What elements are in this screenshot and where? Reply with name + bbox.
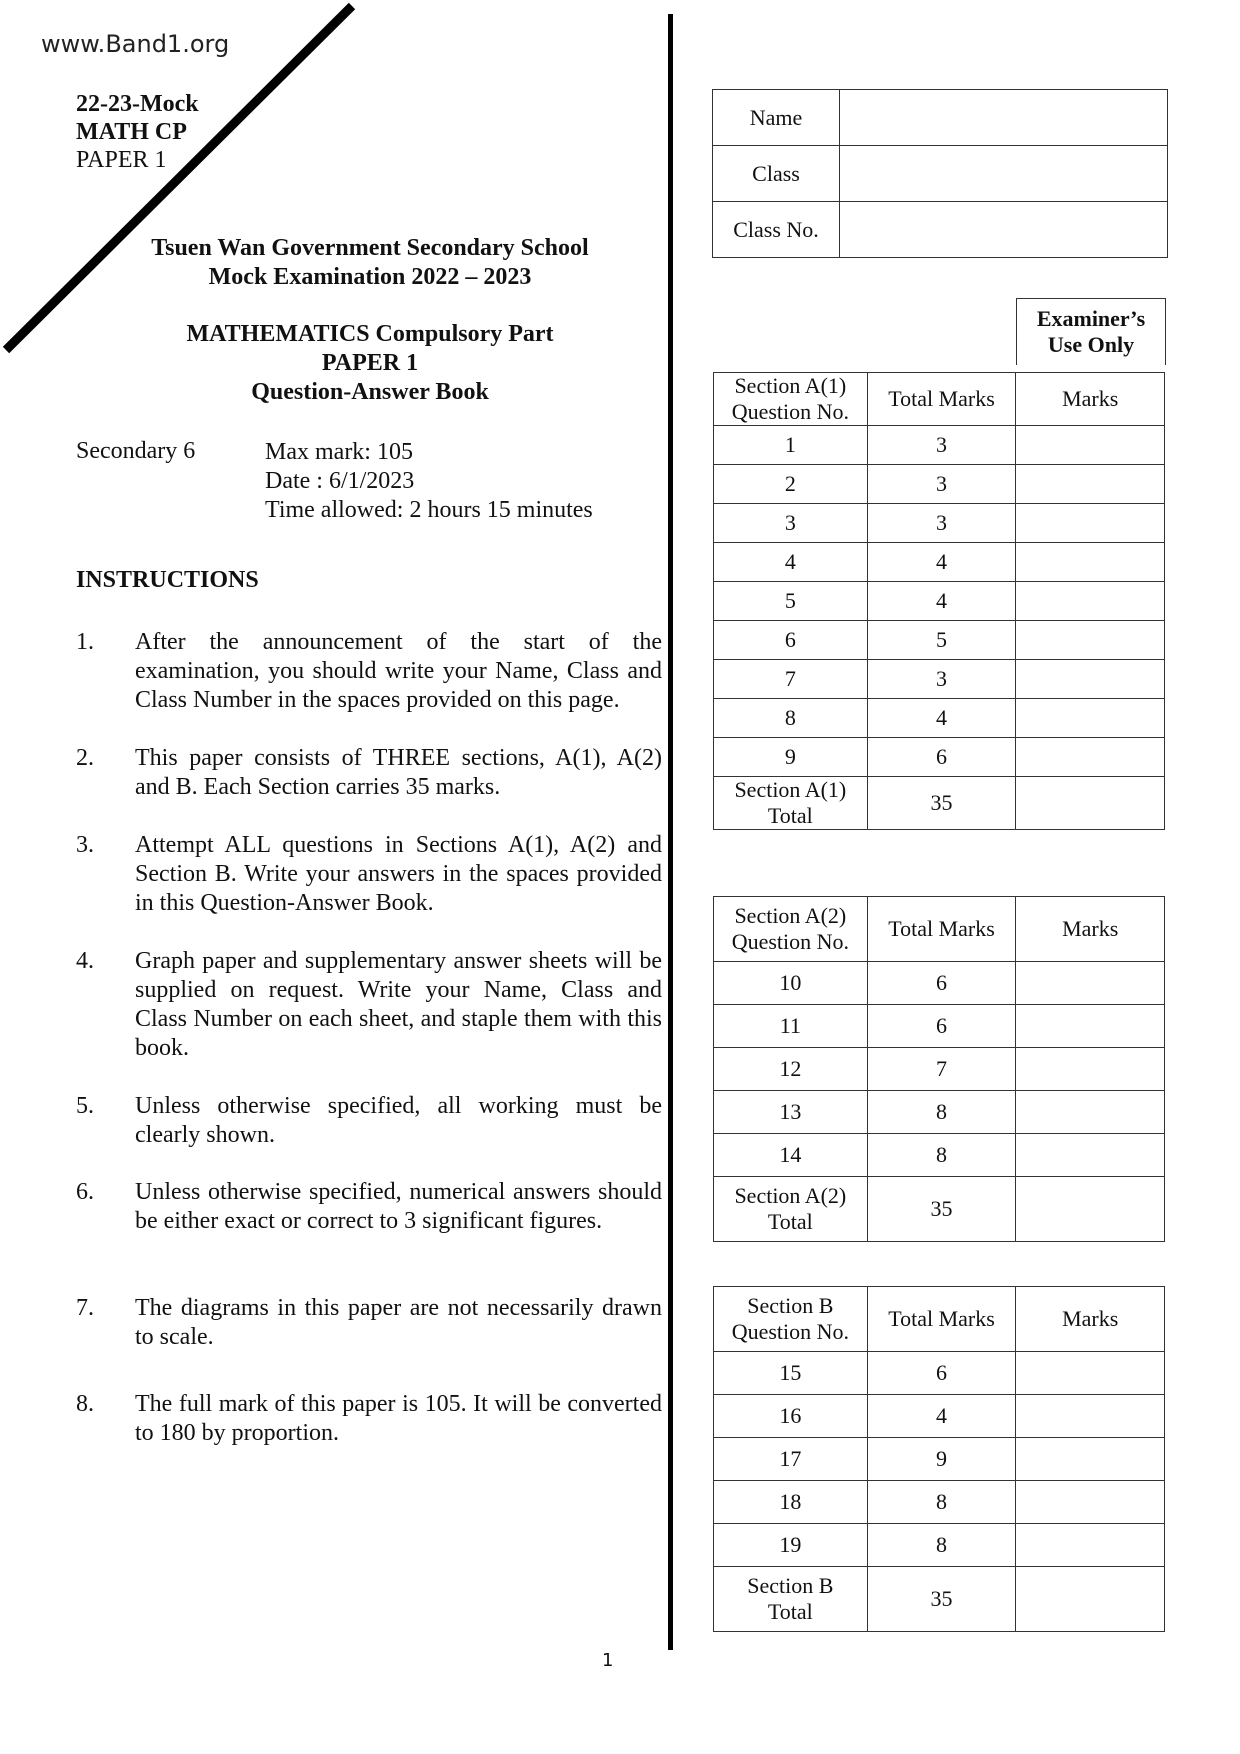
total-marks: 3	[867, 465, 1016, 504]
exam-name: Mock Examination 2022 – 2023	[208, 264, 532, 290]
table-row	[714, 1134, 1165, 1177]
exam-meta	[265, 438, 593, 525]
total-marks: 3	[867, 426, 1016, 465]
class-label: Class	[713, 146, 840, 202]
section-total-line1: Section A(1)	[734, 777, 847, 802]
total-marks: 6	[867, 1005, 1016, 1048]
total-marks-header: Total Marks	[867, 1287, 1016, 1352]
section-total-line1: Section B	[747, 1573, 834, 1598]
section-total-row	[714, 1177, 1165, 1242]
section-total-marks-cell[interactable]	[1016, 1177, 1165, 1242]
section-total-label	[714, 1177, 868, 1242]
question-number: 16	[714, 1395, 868, 1438]
question-no-header	[714, 897, 868, 962]
marks-header: Marks	[1016, 897, 1165, 962]
marks-cell[interactable]	[1016, 465, 1165, 504]
total-marks: 4	[867, 1395, 1016, 1438]
school-name: Tsuen Wan Government Secondary School	[151, 235, 589, 261]
section-label: Section A(1)	[734, 373, 847, 398]
marks-header: Marks	[1016, 373, 1165, 426]
table-row	[714, 699, 1165, 738]
subject-title: MATHEMATICS Compulsory Part	[186, 321, 554, 347]
question-number: 17	[714, 1438, 868, 1481]
student-info-table	[712, 89, 1168, 258]
section-total-label	[714, 777, 868, 830]
marks-cell[interactable]	[1016, 1352, 1165, 1395]
instruction-item	[76, 1178, 662, 1236]
level: Secondary 6	[76, 438, 196, 464]
table-row	[714, 1091, 1165, 1134]
question-number: 3	[714, 504, 868, 543]
total-marks: 8	[867, 1134, 1016, 1177]
section-a2-table	[713, 896, 1165, 1242]
table-header-row	[714, 897, 1165, 962]
section-label: Section B	[747, 1293, 834, 1318]
question-number: 5	[714, 582, 868, 621]
marks-cell[interactable]	[1016, 1134, 1165, 1177]
instruction-number: 1.	[76, 629, 94, 655]
table-row	[714, 1524, 1165, 1567]
question-number: 11	[714, 1005, 868, 1048]
table-header-row	[714, 373, 1165, 426]
section-a1-table	[713, 372, 1165, 830]
question-no-header	[714, 1287, 868, 1352]
total-marks: 7	[867, 1048, 1016, 1091]
instruction-item	[76, 744, 662, 802]
instruction-number: 3.	[76, 832, 94, 858]
question-number: 9	[714, 738, 868, 777]
class-no-row	[713, 202, 1168, 258]
marks-cell[interactable]	[1016, 582, 1165, 621]
total-marks: 8	[867, 1524, 1016, 1567]
table-row	[714, 582, 1165, 621]
instruction-number: 4.	[76, 948, 94, 974]
marks-cell[interactable]	[1016, 1005, 1165, 1048]
section-total-line2: Total	[767, 1209, 813, 1234]
marks-cell[interactable]	[1016, 660, 1165, 699]
instruction-item	[76, 947, 662, 1063]
instruction-text: This paper consists of THREE sections, A(1), A(2) and B. Each Section carries 35 marks.	[135, 745, 662, 800]
class-row	[713, 146, 1168, 202]
instruction-text: After the announcement of the start of the examination, you should write your Name, Class and Class Number in the spaces provided on this page.	[135, 629, 662, 713]
marks-cell[interactable]	[1016, 426, 1165, 465]
marks-cell[interactable]	[1016, 1048, 1165, 1091]
watermark: www.Band1.org	[41, 30, 230, 58]
instruction-text: The diagrams in this paper are not necessarily drawn to scale.	[135, 1295, 662, 1350]
subject-paper: PAPER 1	[321, 350, 419, 376]
total-marks: 4	[867, 543, 1016, 582]
question-number: 12	[714, 1048, 868, 1091]
table-header-row	[714, 1287, 1165, 1352]
instruction-item	[76, 1092, 662, 1150]
table-row	[714, 962, 1165, 1005]
page-number: 1	[602, 1650, 614, 1671]
examiners-use-only-header: Examiner’s Use Only	[1016, 298, 1166, 365]
instruction-number: 2.	[76, 745, 94, 771]
max-mark: Max mark: 105	[265, 439, 413, 465]
question-number: 15	[714, 1352, 868, 1395]
marks-cell[interactable]	[1016, 1524, 1165, 1567]
exam-date: Date : 6/1/2023	[265, 468, 415, 494]
question-number: 1	[714, 426, 868, 465]
diagonal-stripe	[0, 0, 400, 360]
paper-code-subject: MATH CP	[76, 119, 187, 145]
question-no-label: Question No.	[731, 929, 850, 954]
name-field[interactable]	[840, 90, 1168, 146]
paper-code-paper: PAPER 1	[76, 147, 167, 173]
name-row	[713, 90, 1168, 146]
question-number: 2	[714, 465, 868, 504]
table-row	[714, 1352, 1165, 1395]
total-marks: 3	[867, 504, 1016, 543]
marks-cell[interactable]	[1016, 1481, 1165, 1524]
subject-header	[80, 320, 660, 407]
section-total-marks: 35	[867, 1567, 1016, 1632]
question-number: 10	[714, 962, 868, 1005]
total-marks: 8	[867, 1481, 1016, 1524]
section-total-label	[714, 1567, 868, 1632]
question-number: 13	[714, 1091, 868, 1134]
instruction-number: 5.	[76, 1093, 94, 1119]
instructions-title: INSTRUCTIONS	[76, 567, 259, 593]
section-total-marks: 35	[867, 1177, 1016, 1242]
question-number: 19	[714, 1524, 868, 1567]
question-no-label: Question No.	[731, 399, 850, 424]
marks-cell[interactable]	[1016, 504, 1165, 543]
question-number: 14	[714, 1134, 868, 1177]
total-marks: 6	[867, 962, 1016, 1005]
total-marks: 8	[867, 1091, 1016, 1134]
table-row	[714, 621, 1165, 660]
table-row	[714, 738, 1165, 777]
subject-book: Question-Answer Book	[251, 379, 489, 405]
name-label: Name	[713, 90, 840, 146]
question-number: 4	[714, 543, 868, 582]
marks-header: Marks	[1016, 1287, 1165, 1352]
total-marks: 6	[867, 738, 1016, 777]
total-marks-header: Total Marks	[867, 897, 1016, 962]
section-total-line2: Total	[767, 1599, 813, 1624]
section-b-table	[713, 1286, 1165, 1632]
marks-cell[interactable]	[1016, 1395, 1165, 1438]
total-marks: 9	[867, 1438, 1016, 1481]
section-total-marks-cell[interactable]	[1016, 1567, 1165, 1632]
paper-code	[76, 90, 199, 174]
total-marks: 5	[867, 621, 1016, 660]
total-marks: 4	[867, 582, 1016, 621]
marks-cell[interactable]	[1016, 962, 1165, 1005]
table-row	[714, 1438, 1165, 1481]
instruction-text: Unless otherwise specified, all working must be clearly shown.	[135, 1093, 662, 1148]
section-total-row	[714, 777, 1165, 830]
total-marks-header: Total Marks	[867, 373, 1016, 426]
question-number: 7	[714, 660, 868, 699]
table-row	[714, 426, 1165, 465]
section-total-line1: Section A(2)	[734, 1183, 847, 1208]
question-number: 6	[714, 621, 868, 660]
class-no-label: Class No.	[713, 202, 840, 258]
table-row	[714, 465, 1165, 504]
instruction-text: Graph paper and supplementary answer sheets will be supplied on request. Write your Name, Class and Class Number on each sheet, and staple them with this book.	[135, 948, 662, 1061]
instruction-text: Unless otherwise specified, numerical answers should be either exact or correct to 3 significant figures.	[135, 1179, 662, 1234]
marks-cell[interactable]	[1016, 1438, 1165, 1481]
instruction-text: The full mark of this paper is 105. It will be converted to 180 by proportion.	[135, 1391, 662, 1446]
question-no-label: Question No.	[731, 1319, 850, 1344]
section-total-marks: 35	[867, 777, 1016, 830]
marks-cell[interactable]	[1016, 621, 1165, 660]
question-number: 8	[714, 699, 868, 738]
table-row	[714, 1005, 1165, 1048]
class-field[interactable]	[840, 146, 1168, 202]
section-total-row	[714, 1567, 1165, 1632]
total-marks: 4	[867, 699, 1016, 738]
table-row	[714, 1395, 1165, 1438]
class-no-field[interactable]	[840, 202, 1168, 258]
column-divider	[668, 14, 673, 1650]
instruction-item	[76, 831, 662, 918]
instruction-number: 7.	[76, 1295, 94, 1321]
instruction-number: 6.	[76, 1179, 94, 1205]
total-marks: 6	[867, 1352, 1016, 1395]
question-no-header	[714, 373, 868, 426]
table-row	[714, 660, 1165, 699]
time-allowed: Time allowed: 2 hours 15 minutes	[265, 497, 593, 523]
school-header	[80, 234, 660, 292]
diagonal-line	[6, 6, 352, 350]
marks-cell[interactable]	[1016, 699, 1165, 738]
question-number: 18	[714, 1481, 868, 1524]
marks-cell[interactable]	[1016, 543, 1165, 582]
marks-cell[interactable]	[1016, 1091, 1165, 1134]
paper-code-year: 22-23-Mock	[76, 91, 199, 117]
table-row	[714, 1481, 1165, 1524]
table-row	[714, 504, 1165, 543]
instruction-item	[76, 628, 662, 715]
table-row	[714, 1048, 1165, 1091]
total-marks: 3	[867, 660, 1016, 699]
instruction-number: 8.	[76, 1391, 94, 1417]
section-total-marks-cell[interactable]	[1016, 777, 1165, 830]
section-total-line2: Total	[767, 803, 813, 828]
section-label: Section A(2)	[734, 903, 847, 928]
instruction-item	[76, 1294, 662, 1352]
instruction-text: Attempt ALL questions in Sections A(1), A(2) and Section B. Write your answers in the spaces provided in this Question-Answer Book.	[135, 832, 662, 916]
instruction-item	[76, 1390, 662, 1448]
table-row	[714, 543, 1165, 582]
marks-cell[interactable]	[1016, 738, 1165, 777]
